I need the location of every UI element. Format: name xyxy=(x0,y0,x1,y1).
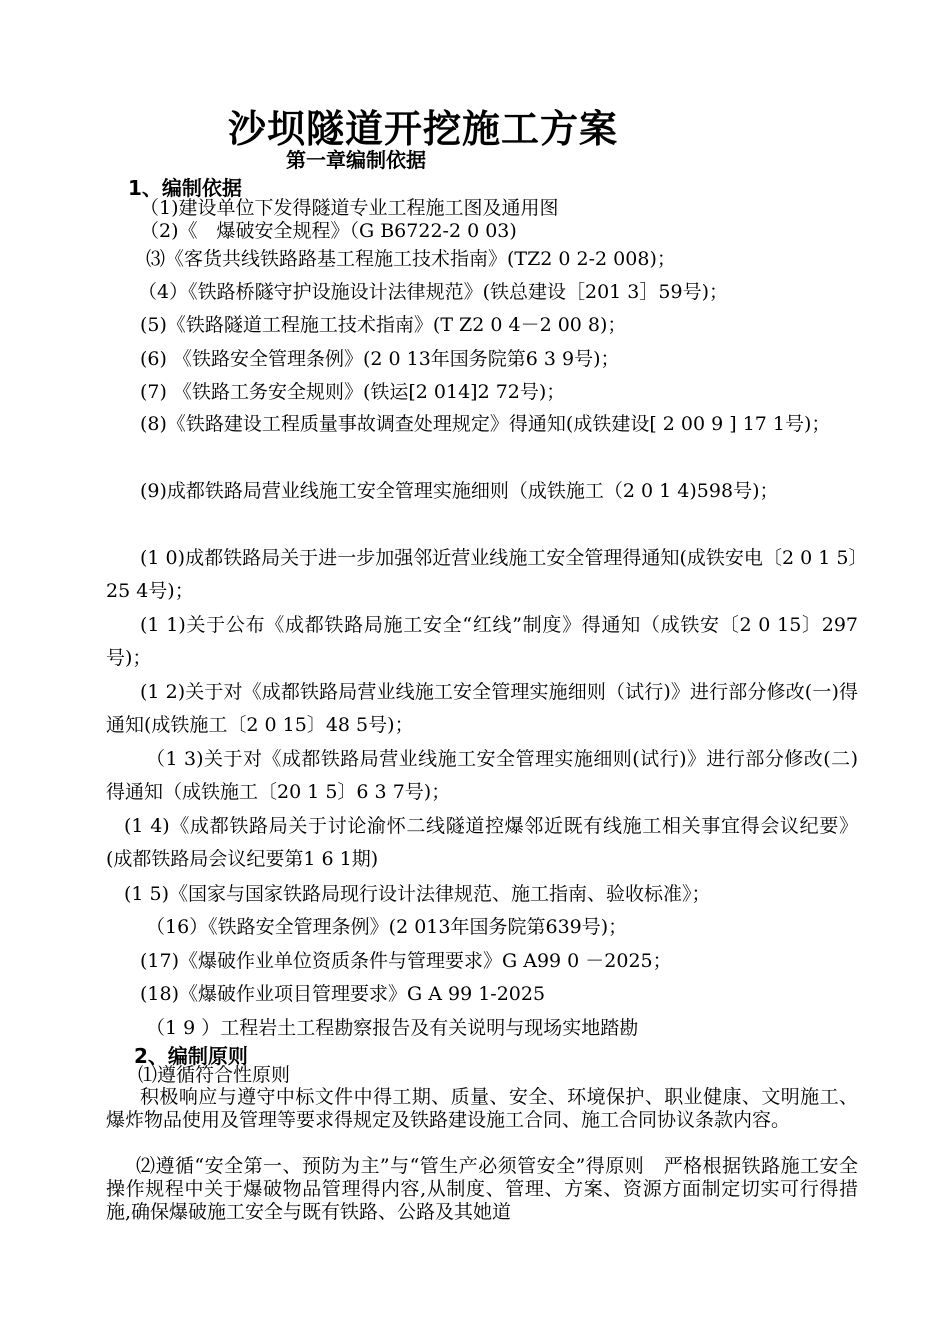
basis-item-18: (18)《爆破作业项目管理要求》G A 99 1-2025 xyxy=(140,983,546,1005)
basis-item-8: (8)《铁路建设工程质量事故调查处理规定》得通知(成铁建设[ 2 00 9 ] 17 1号)； xyxy=(140,413,831,435)
section-heading-basis: 1、编制依据 xyxy=(128,176,242,200)
basis-item-19: （1 9 ）工程岩土工程勘察报告及有关说明与现场实地踏勘 xyxy=(146,1017,639,1039)
document-title: 沙坝隧道开挖施工方案 xyxy=(228,107,619,151)
basis-item-1: （1)建设单位下发得隧道专业工程施工图及通用图 xyxy=(140,197,559,219)
principle-1-title: ⑴遵循符合性原则 xyxy=(138,1064,291,1086)
basis-item-4: （4）《铁路桥隧守护设施设计法律规范》(铁总建设［201 3］59号)； xyxy=(138,281,728,303)
chapter-heading: 第一章编制依据 xyxy=(286,148,426,172)
principle-1-text: 积极响应与遵守中标文件中得工期、质量、安全、环境保护、职业健康、文明施工、爆炸物品使用及管理等要求得规定及铁路建设施工合同、施工合同协议条款内容。 xyxy=(106,1086,858,1131)
basis-item-6: (6) 《铁路安全管理条例》(2 0 13年国务院第6 3 9号)； xyxy=(140,348,620,370)
basis-item-16: （16）《铁路安全管理条例》(2 013年国务院第639号)； xyxy=(146,916,628,938)
basis-item-11: (1 1)关于公布《成都铁路局施工安全“红线”制度》得通知（成铁安〔2 0 15〕297号)； xyxy=(106,614,858,669)
basis-item-12: (1 2)关于对《成都铁路局营业线施工安全管理实施细则（试行)》进行部分修改(一)得通知(成铁施工〔2 0 15〕48 5号)； xyxy=(106,681,858,736)
basis-item-14: (1 4)《成都铁路局关于讨论渝怀二线隧道控爆邻近既有线施工相关事宜得会议纪要》(成都铁路局会议纪要第1 6 1期) xyxy=(106,815,858,870)
principle-2-text: ⑵遵循“安全第一、预防为主”与“管生产必须管安全”得原则 严格根据铁路施工安全操作规程中关于爆破物品管理得内容,从制度、管理、方案、资源方面制定切实可行得措施,确保爆破施工安全与既有铁路、公路及其她道 xyxy=(106,1155,858,1223)
basis-item-17: (17)《爆破作业单位资质条件与管理要求》G A99 0 －2025； xyxy=(140,950,672,972)
basis-item-3: ⑶《客货共线铁路路基工程施工技术指南》(TZ2 0 2-2 008)； xyxy=(146,248,676,270)
basis-item-15: (1 5)《国家与国家铁路局现行设计法律规范、施工指南、验收标准》； xyxy=(124,883,711,905)
basis-item-13: （1 3)关于对《成都铁路局营业线施工安全管理实施细则(试行)》进行部分修改(二)得通知（成铁施工〔20 1 5〕6 3 7号)； xyxy=(106,748,858,803)
section-heading-principles: 2、编制原则 xyxy=(134,1044,248,1068)
basis-item-9: (9)成都铁路局营业线施工安全管理实施细则（成铁施工（2 0 1 4)598号)； xyxy=(140,480,779,502)
basis-item-5: (5)《铁路隧道工程施工技术指南》(T Z2 0 4－2 00 8)； xyxy=(140,314,627,336)
basis-item-2: （2)《 爆破安全规程》（G B6722-2 0 03) xyxy=(140,220,517,242)
basis-item-7: (7) 《铁路工务安全规则》(铁运[2 014]2 72号)； xyxy=(140,381,566,403)
basis-item-10: (1 0)成都铁路局关于进一步加强邻近营业线施工安全管理得通知(成铁安电〔2 0 1 5〕25 4号)； xyxy=(106,547,858,602)
